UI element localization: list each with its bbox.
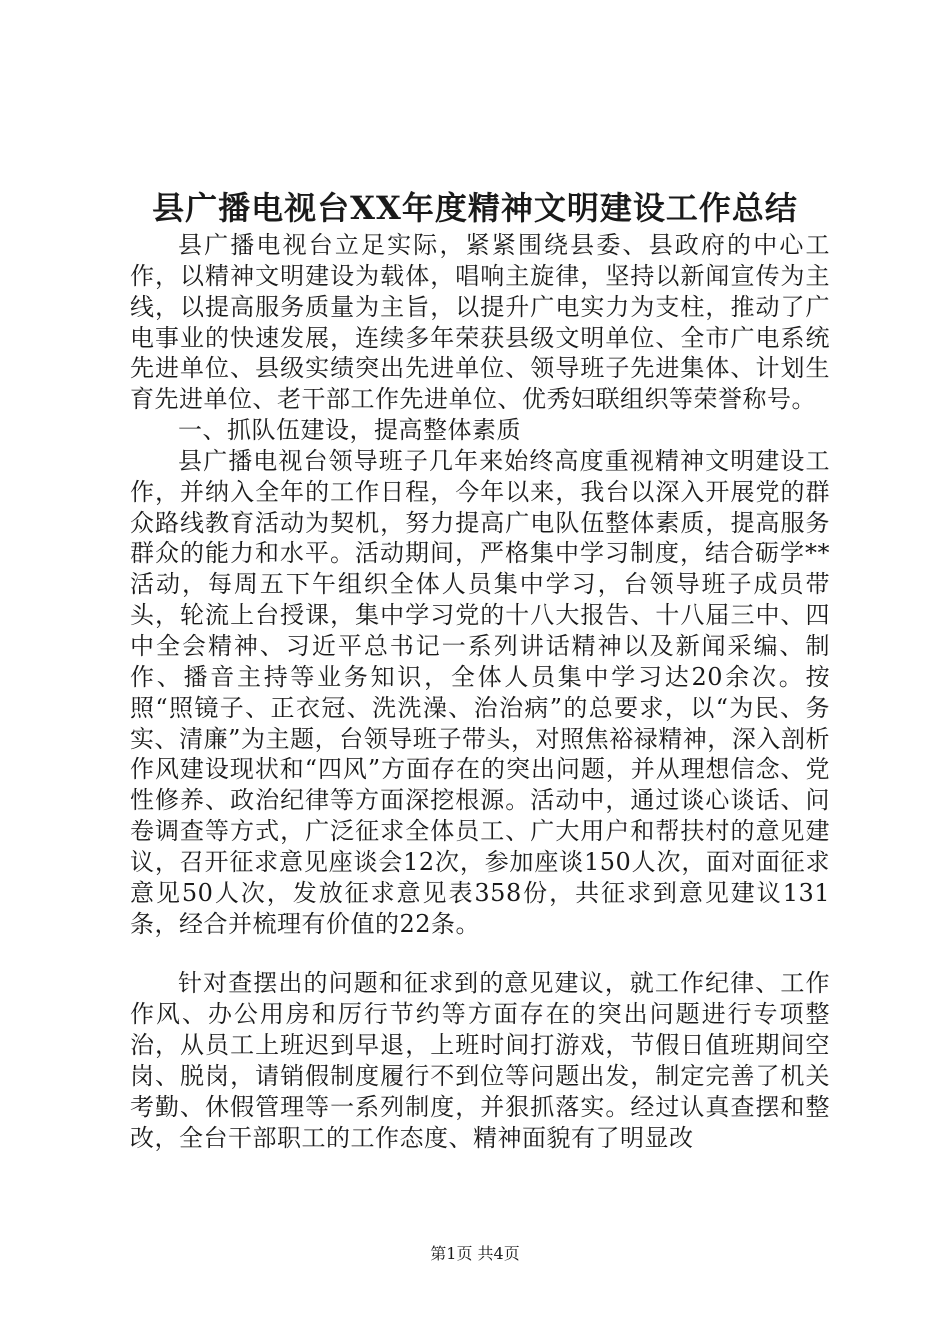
body-paragraph-intro: 县广播电视台立足实际，紧紧围绕县委、县政府的中心工作，以精神文明建设为载体，唱响主旋律，坚持以新闻宣传为主线，以提高服务质量为主旨，以提升广电实力为支柱，推动了广电事业的快速发展，连续多年荣获县级文明单位、全市广电系统先进单位、县级实绩突出先进单位、领导班子先进集体、计划生育先进单位、老干部工作先进单位、优秀妇联组织等荣誉称号。 (130, 231, 830, 414)
section-heading: 一、抓队伍建设，提高整体素质 (178, 416, 521, 445)
document-title: 县广播电视台XX年度精神文明建设工作总结 (152, 189, 798, 227)
body-paragraph-rectification: 针对查摆出的问题和征求到的意见建议，就工作纪律、工作作风、办公用房和厉行节约等方面存在的突出问题进行专项整治，从员工上班迟到早退，上班时间打游戏，节假日值班期间空岗、脱岗，请销假制度履行不到位等问题出发，制定完善了机关考勤、休假管理等一系列制度，并狠抓落实。经过认真查摆和整改，全台干部职工的工作态度、精神面貌有了明显改 (130, 969, 830, 1152)
document-body (130, 230, 830, 1153)
page-footer: 第1页 共4页 (430, 1244, 520, 1263)
body-paragraph-team: 县广播电视台领导班子几年来始终高度重视精神文明建设工作，并纳入全年的工作日程，今年以来，我台以深入开展党的群众路线教育活动为契机，努力提高广电队伍整体素质，提高服务群众的能力和水平。活动期间，严格集中学习制度，结合砺学**活动，每周五下午组织全体人员集中学习，台领导班子成员带头，轮流上台授课，集中学习党的十八大报告、十八届三中、四中全会精神、习近平总书记一系列讲话精神以及新闻采编、制作、播音主持等业务知识，全体人员集中学习达20余次。按照“照镜子、正衣冠、洗洗澡、治治病”的总要求，以“为民、务实、清廉”为主题，台领导班子带头，对照焦裕禄精神，深入剖析作风建设现状和“四风”方面存在的突出问题，并从理想信念、党性修养、政治纪律等方面深挖根源。活动中，通过谈心谈话、问卷调查等方式，广泛征求全体员工、广大用户和帮扶村的意见建议，召开征求意见座谈会12次，参加座谈150人次，面对面征求意见50人次，发放征求意见表358份，共征求到意见建议131条，经合并梳理有价值的22条。 (130, 446, 830, 938)
